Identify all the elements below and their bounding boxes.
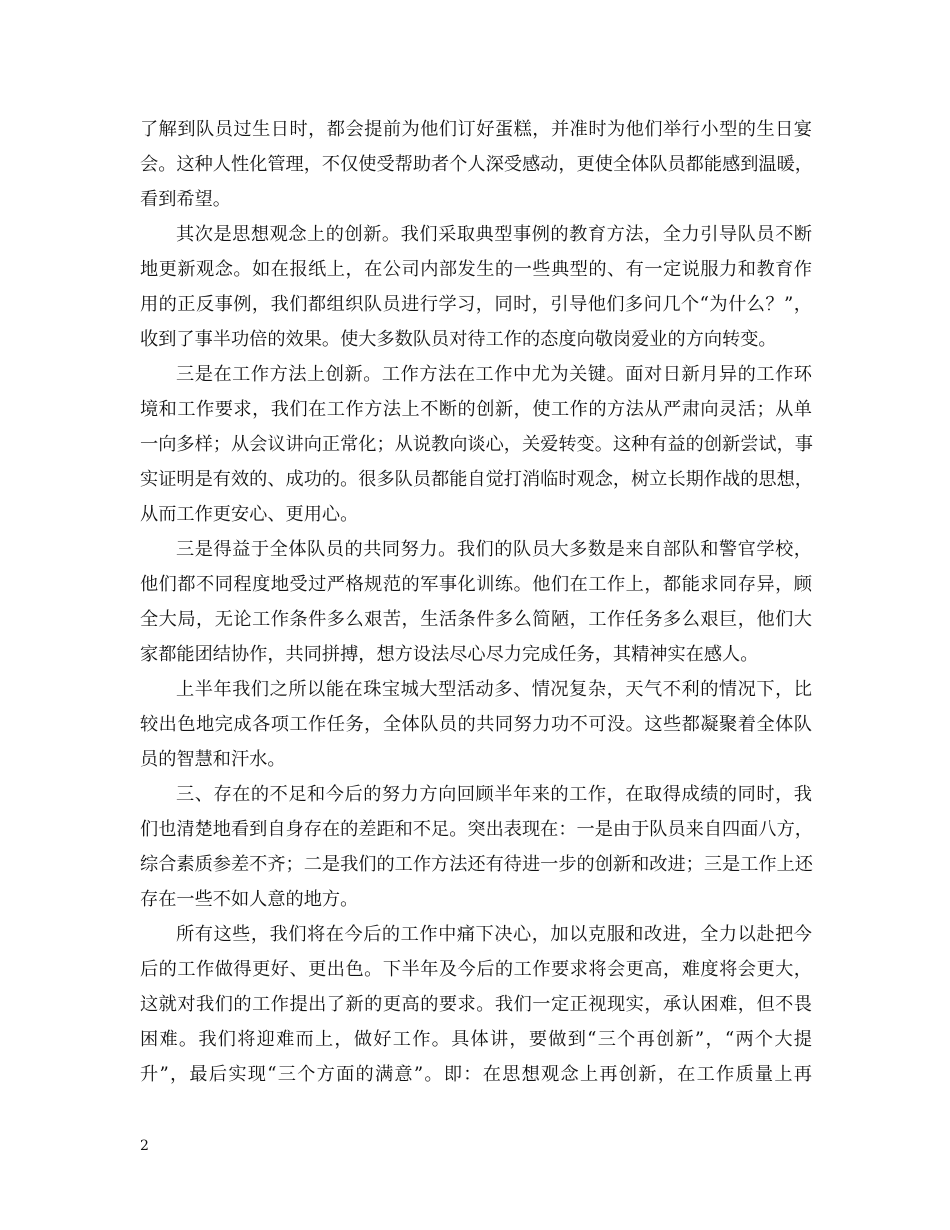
text-line: 后的工作做得更好、更出色。下半年及今后的工作要求将会更高，难度将会更大， — [140, 959, 812, 980]
text-line: 员的智慧和汗水。 — [140, 749, 286, 770]
text-line: 所有这些，我们将在今后的工作中痛下决心，加以克服和改进，全力以赴把今 — [176, 924, 812, 945]
text-line: 他们都不同程度地受过严格规范的军事化训练。他们在工作上，都能求同存异，顾 — [140, 574, 812, 595]
text-line: 升”，最后实现“三个方面的满意”。即：在思想观念上再创新，在工作质量上再 — [140, 1064, 812, 1085]
text-line: 从而工作更安心、更用心。 — [140, 504, 359, 525]
text-line: 困难。我们将迎难而上，做好工作。具体讲，要做到“三个再创新”，“两个大提 — [140, 1029, 812, 1050]
body-text — [140, 112, 812, 1092]
text-line: 实证明是有效的、成功的。很多队员都能自觉打消临时观念，树立长期作战的思想， — [140, 469, 813, 490]
text-line: 上半年我们之所以能在珠宝城大型活动多、情况复杂，天气不利的情况下，比 — [176, 679, 812, 700]
text-line: 较出色地完成各项工作任务，全体队员的共同努力功不可没。这些都凝聚着全体队 — [140, 714, 812, 735]
text-line: 三是得益于全体队员的共同努力。我们的队员大多数是来自部队和警官学校， — [176, 539, 812, 560]
text-line: 会。这种人性化管理，不仅使受帮助者个人深受感动，更使全体队员都能感到温暖， — [140, 154, 813, 175]
text-line: 用的正反事例，我们都组织队员进行学习，同时，引导他们多问几个“为什么？”， — [140, 294, 812, 315]
text-line: 这就对我们的工作提出了新的更高的要求。我们一定正视现实，承认困难，但不畏 — [140, 994, 812, 1015]
text-line: 收到了事半功倍的效果。使大多数队员对待工作的态度向敬岗爱业的方向转变。 — [140, 329, 777, 350]
text-line: 境和工作要求，我们在工作方法上不断的创新，使工作的方法从严肃向灵活；从单 — [140, 399, 812, 420]
text-line: 了解到队员过生日时，都会提前为他们订好蛋糕，并准时为他们举行小型的生日宴 — [140, 119, 812, 140]
text-line: 全大局，无论工作条件多么艰苦，生活条件多么简陋，工作任务多么艰巨，他们大 — [140, 609, 812, 630]
text-line: 们也清楚地看到自身存在的差距和不足。突出表现在：一是由于队员来自四面八方， — [140, 819, 813, 840]
page-number: 2 — [140, 1138, 149, 1154]
text-line: 三、存在的不足和今后的努力方向回顾半年来的工作，在取得成绩的同时，我 — [176, 784, 812, 805]
text-line: 一向多样；从会议讲向正常化；从说教向谈心，关爱转变。这种有益的创新尝试，事 — [140, 434, 813, 455]
text-line: 三是在工作方法上创新。工作方法在工作中尤为关键。面对日新月异的工作环 — [176, 364, 812, 385]
text-line: 家都能团结协作，共同拼搏，想方设法尽心尽力完成任务，其精神实在感人。 — [140, 644, 759, 665]
text-line: 地更新观念。如在报纸上，在公司内部发生的一些典型的、有一定说服力和教育作 — [140, 259, 812, 280]
text-line: 存在一些不如人意的地方。 — [140, 889, 359, 910]
text-line: 看到希望。 — [140, 189, 231, 210]
text-line: 其次是思想观念上的创新。我们采取典型事例的教育方法，全力引导队员不断 — [176, 224, 812, 245]
text-line: 综合素质参差不齐；二是我们的工作方法还有待进一步的创新和改进；三是工作上还 — [140, 854, 813, 875]
